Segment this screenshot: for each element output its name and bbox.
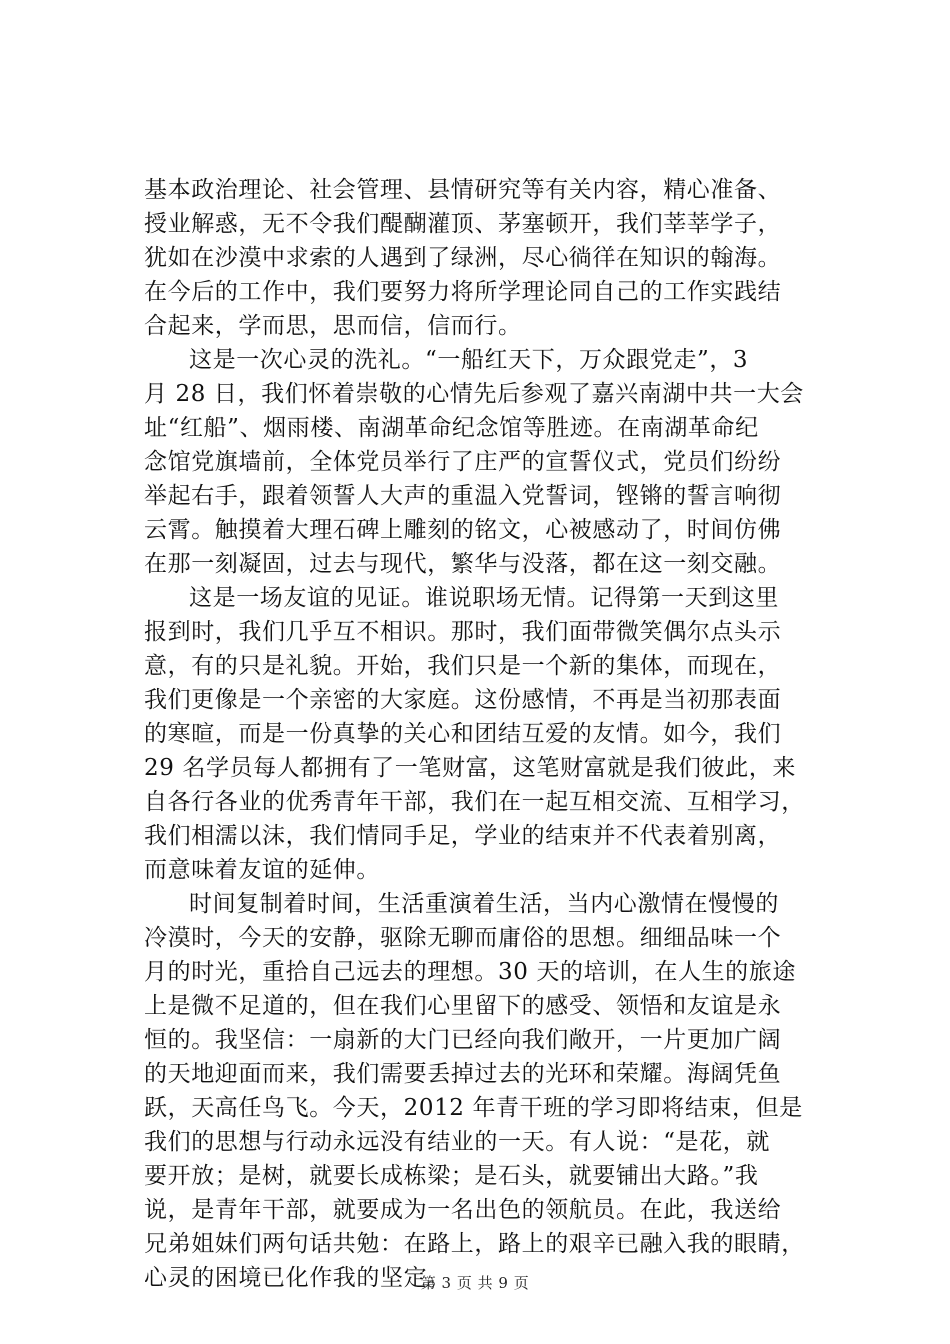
text-line: 念馆党旗墙前，全体党员举行了庄严的宣誓仪式，党员们纷纷 bbox=[144, 449, 782, 475]
text-line: 冷漠时，今天的安静，驱除无聊而庸俗的思想。细细品味一个 bbox=[144, 925, 782, 951]
text-line: 月 28 日，我们怀着崇敬的心情先后参观了嘉兴南湖中共一大会 bbox=[144, 381, 804, 407]
paragraph bbox=[144, 343, 834, 581]
text-line: 举起右手，跟着领誓人大声的重温入党誓词，铿锵的誓言响彻 bbox=[144, 483, 782, 509]
text-line: 要开放；是树，就要长成栋梁；是石头，就要铺出大路。”我 bbox=[144, 1163, 759, 1189]
text-line: 兄弟姐妹们两句话共勉：在路上，路上的艰辛已融入我的眼睛， bbox=[144, 1231, 805, 1257]
text-line: 我们的思想与行动永远没有结业的一天。有人说：“是花，就 bbox=[144, 1129, 770, 1155]
text-line: 我们更像是一个亲密的大家庭。这份感情，不再是当初那表面 bbox=[144, 687, 782, 713]
text-line: 这是一场友谊的见证。谁说职场无情。记得第一天到这里 bbox=[189, 585, 779, 611]
text-line: 跃，天高任鸟飞。今天，2012 年青干班的学习即将结束，但是 bbox=[144, 1095, 803, 1121]
text-line: 合起来，学而思，思而信，信而行。 bbox=[144, 313, 522, 339]
paragraph bbox=[144, 887, 834, 1295]
text-line: 云霄。触摸着大理石碑上雕刻的铭文，心被感动了，时间仿佛 bbox=[144, 517, 782, 543]
text-line: 心灵的困境已化作我的坚定。 bbox=[144, 1265, 451, 1291]
text-line: 我们相濡以沫，我们情同手足，学业的结束并不代表着别离， bbox=[144, 823, 782, 849]
text-line: 时间复制着时间，生活重演着生活，当内心激情在慢慢的 bbox=[189, 891, 779, 917]
page-footer: 第 3 页 共 9 页 bbox=[420, 1274, 530, 1292]
text-line: 址“红船”、烟雨楼、南湖革命纪念馆等胜迹。在南湖革命纪 bbox=[144, 415, 759, 441]
text-line: 在那一刻凝固，过去与现代，繁华与没落，都在这一刻交融。 bbox=[144, 551, 782, 577]
text-line: 恒的。我坚信：一扇新的大门已经向我们敞开，一片更加广阔 bbox=[144, 1027, 782, 1053]
text-line: 基本政治理论、社会管理、县情研究等有关内容，精心准备、 bbox=[144, 177, 782, 203]
document-body bbox=[144, 173, 834, 1295]
text-line: 而意味着友谊的延伸。 bbox=[144, 857, 380, 883]
text-line: 的寒暄，而是一份真挚的关心和团结互爱的友情。如今，我们 bbox=[144, 721, 782, 747]
text-line: 29 名学员每人都拥有了一笔财富，这笔财富就是我们彼此，来 bbox=[144, 755, 796, 781]
text-line: 上是微不足道的，但在我们心里留下的感受、领悟和友谊是永 bbox=[144, 993, 782, 1019]
text-line: 犹如在沙漠中求索的人遇到了绿洲，尽心徜徉在知识的翰海。 bbox=[144, 245, 782, 271]
text-line: 意，有的只是礼貌。开始，我们只是一个新的集体，而现在， bbox=[144, 653, 782, 679]
text-line: 授业解惑，无不令我们醍醐灌顶、茅塞顿开，我们莘莘学子， bbox=[144, 211, 782, 237]
paragraph bbox=[144, 173, 834, 343]
text-line: 报到时，我们几乎互不相识。那时，我们面带微笑偶尔点头示 bbox=[144, 619, 782, 645]
text-line: 这是一次心灵的洗礼。“一船红天下，万众跟党走”，3 bbox=[189, 347, 749, 373]
text-line: 月的时光，重拾自己远去的理想。30 天的培训，在人生的旅途 bbox=[144, 959, 796, 985]
paragraph bbox=[144, 581, 834, 887]
text-line: 在今后的工作中，我们要努力将所学理论同自己的工作实践结 bbox=[144, 279, 782, 305]
text-line: 自各行各业的优秀青年干部，我们在一起互相交流、互相学习， bbox=[144, 789, 805, 815]
text-line: 的天地迎面而来，我们需要丢掉过去的光环和荣耀。海阔凭鱼 bbox=[144, 1061, 782, 1087]
text-line: 说，是青年干部，就要成为一名出色的领航员。在此，我送给 bbox=[144, 1197, 782, 1223]
